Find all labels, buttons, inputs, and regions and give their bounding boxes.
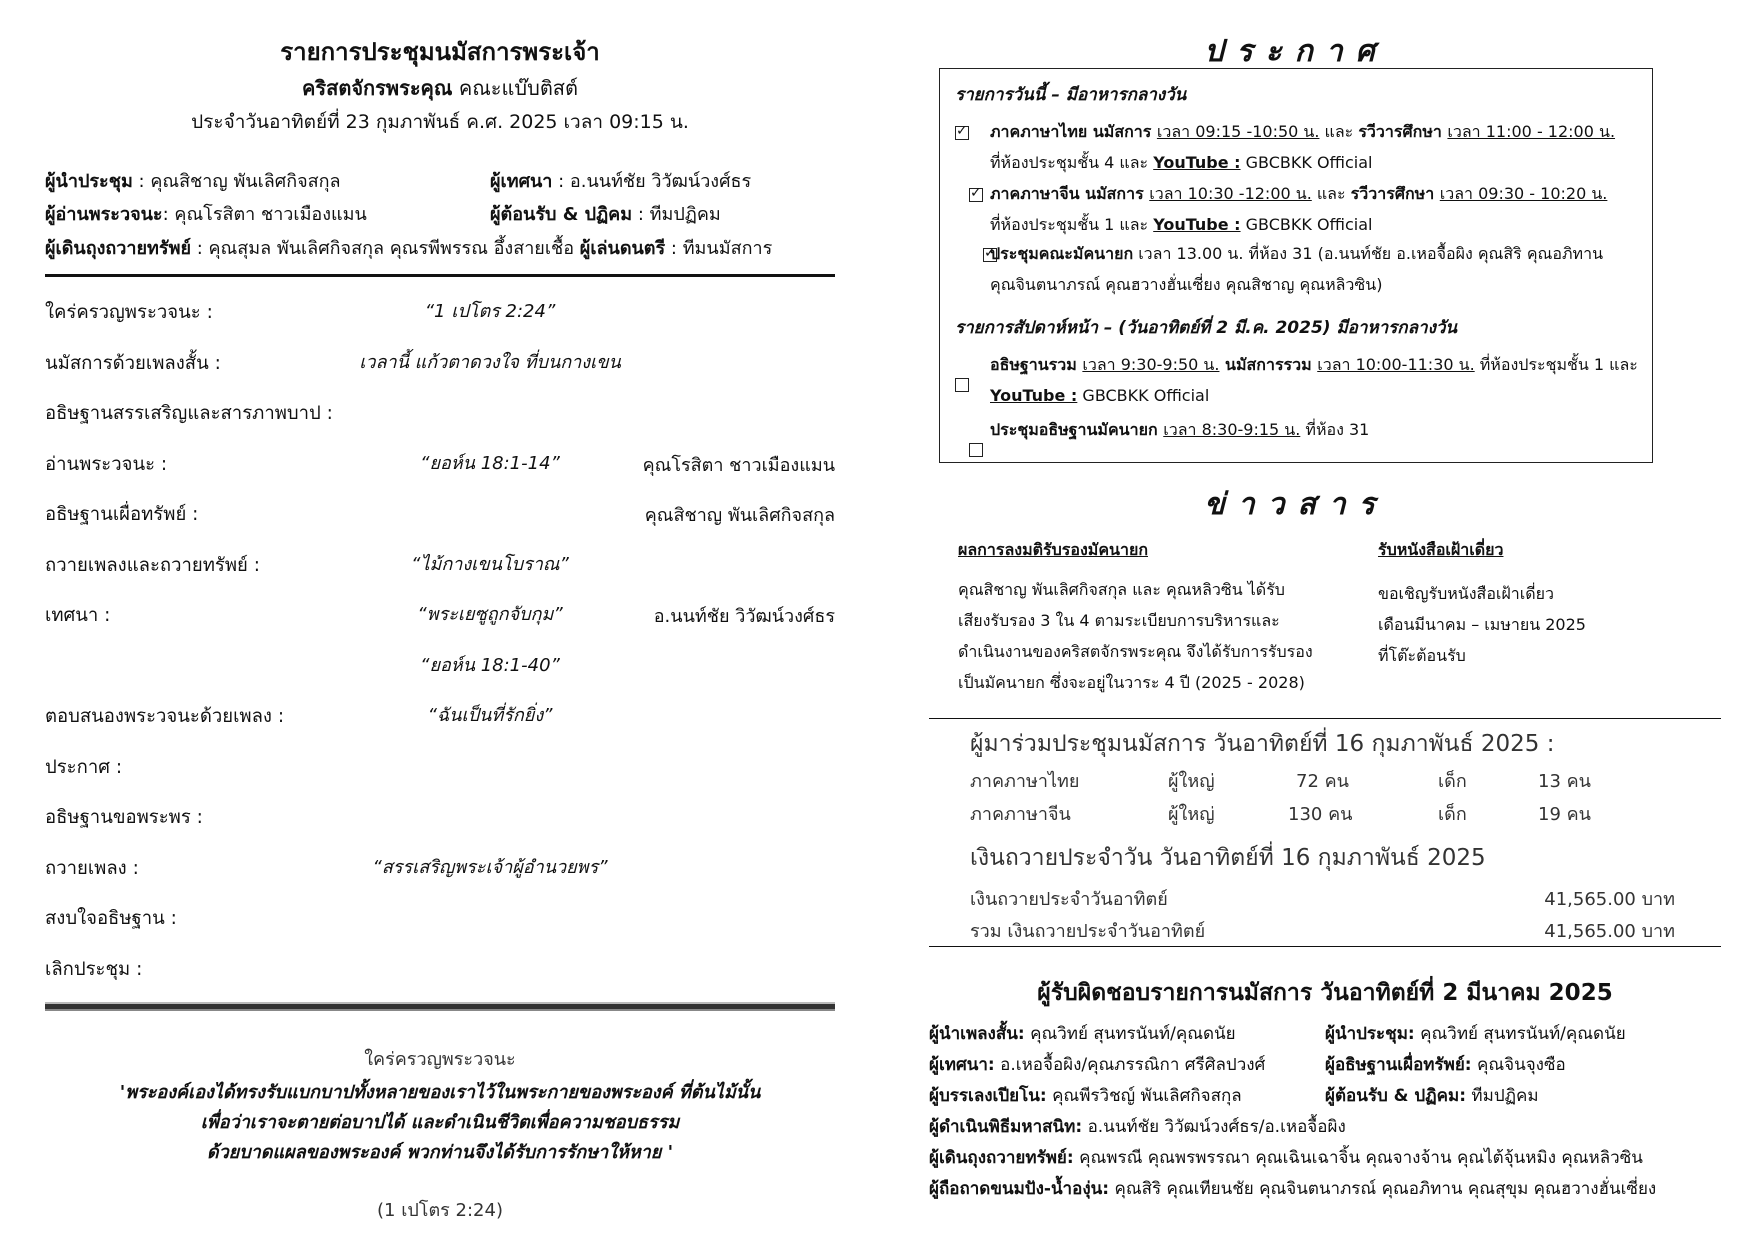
- announcement-line: [990, 385, 1209, 407]
- announcement-text: YouTube :: [1153, 215, 1241, 234]
- order-value: “พระเยซูถูกจับกุม”: [417, 604, 563, 625]
- announcements-heading: ประกาศ: [1204, 34, 1388, 69]
- verse-line: ด้วยบาดแผลของพระองค์ พวกท่านจึงได้รับการรักษาให้หาย ': [206, 1142, 674, 1163]
- leader-value: คุณสิชาญ พันเลิศกิจสกุล: [150, 171, 341, 192]
- attendance-group: ภาคภาษาจีน: [970, 804, 1071, 825]
- checkbox-icon: [955, 378, 969, 392]
- attendance-top-rule: [929, 718, 1721, 719]
- offering-amount: 41,565.00 บาท: [1544, 889, 1675, 910]
- announcement-text: เวลา 10:30 -12:00 น.: [1149, 184, 1312, 203]
- duty-label: ผู้อธิษฐานเผื่อทรัพย์:: [1325, 1055, 1472, 1075]
- duty-value: อ.เหอจื้อผิง/คุณภรรณิกา ศรีศิลปวงศ์: [1000, 1055, 1266, 1075]
- announcement-text: ประชุมอธิษฐานมัคนายก: [990, 420, 1164, 439]
- offering-heading: เงินถวายประจำวัน วันอาทิตย์ที่ 16 กุมภาพันธ์ 2025: [970, 845, 1486, 871]
- next-week-heading: รายการสัปดาห์หน้า – (วันอาทิตย์ที่ 2 มี.ค. 2025) มีอาหารกลางวัน: [955, 318, 1458, 338]
- order-label: ตอบสนองพระวจนะด้วยเพลง :: [45, 706, 285, 727]
- attendance-adults: 130 คน: [1288, 804, 1353, 825]
- announcement-text: นมัสการรวม: [1219, 355, 1318, 374]
- order-value: “ยอห์น 18:1-14”: [420, 452, 560, 474]
- order-value: “สรรเสริญพระเจ้าผู้อำนวยพร”: [372, 856, 608, 878]
- duty-label: ผู้เทศนา:: [929, 1055, 995, 1075]
- leader-value: ทีมนมัสการ: [682, 238, 773, 259]
- attendance-children: 13 คน: [1538, 771, 1591, 792]
- announcement-text: เวลา 11:00 - 12:00 น.: [1447, 122, 1616, 141]
- leader-label: ผู้ต้อนรับ & ปฏิคม: [490, 204, 633, 225]
- order-value: “ยอห์น 18:1-40”: [420, 654, 560, 676]
- reflection-reference: (1 เปโตร 2:24): [377, 1200, 503, 1221]
- announcement-line: [990, 354, 1638, 376]
- order-label: ประกาศ :: [45, 756, 123, 778]
- announcement-text: ที่ห้องประชุมชั้น 1 และ: [990, 215, 1154, 234]
- offering-amount: 41,565.00 บาท: [1544, 921, 1675, 942]
- order-value: “ไม้กางเขนโบราณ”: [411, 553, 569, 575]
- news-line: ที่โต๊ะต้อนรับ: [1378, 646, 1466, 665]
- verse-line: 'พระองค์เองได้ทรงรับแบกบาปทั้งหลายของเราไว้ในพระกายของพระองค์ ที่ต้นไม้นั้น: [119, 1082, 761, 1103]
- duty-entry: [929, 1020, 1236, 1047]
- announcement-text: เวลา 13.00 น. ที่ห้อง 31 (อ.นนท์ชัย อ.เหอจื้อผิง คุณสิริ คุณอภิทาน: [1133, 244, 1604, 263]
- order-label: อธิษฐานสรรเสริญและสารภาพบาป :: [45, 403, 333, 424]
- duty-label: ผู้นำประชุม:: [1325, 1024, 1415, 1044]
- duty-value: คุณวิทย์ สุนทรนันท์/คุณดนัย: [1420, 1024, 1626, 1044]
- announcement-line: [990, 243, 1603, 265]
- leader-label: ผู้นำประชุม: [45, 171, 133, 192]
- church-name-line: [45, 72, 835, 104]
- reflection-heading: ใคร่ครวญพระวจนะ: [364, 1049, 516, 1070]
- order-label: ใคร่ครวญพระวจนะ :: [45, 302, 213, 323]
- reflection-verse: [45, 1078, 835, 1168]
- duty-heading: ผู้รับผิดชอบรายการนมัสการ วันอาทิตย์ที่ 2 มีนาคม 2025: [1037, 980, 1613, 1006]
- duty-value: ทีมปฏิคม: [1471, 1086, 1539, 1106]
- news-line: คุณสิชาญ พันเลิศกิจสกุล และ คุณหลิวซิน ได้รับ: [958, 580, 1285, 599]
- announcement-text: รวีวารศึกษา: [1350, 184, 1440, 203]
- announcement-text: อธิษฐานรวม: [990, 355, 1083, 374]
- order-person: อ.นนท์ชัย วิวัฒน์วงศ์ธร: [653, 606, 835, 627]
- leader-value: คุณสุมล พันเลิศกิจสกุล คุณรพีพรรณ อึ้งสายเชื้อ: [208, 238, 575, 259]
- announcement-text: ที่ห้องประชุมชั้น 1 และ: [1474, 355, 1638, 374]
- announcement-text: เวลา 8:30-9:15 น.: [1163, 420, 1301, 439]
- news-body: [1378, 578, 1586, 671]
- offering-label: เงินถวายประจำวันอาทิตย์: [970, 889, 1168, 910]
- order-label: อ่านพระวจนะ :: [45, 453, 168, 475]
- order-label: ถวายเพลง :: [45, 857, 139, 879]
- leader-label: ผู้เดินถุงถวายทรัพย์: [45, 238, 191, 259]
- leader-label: ผู้เล่นดนตรี: [579, 238, 666, 259]
- attendance-children: 19 คน: [1538, 804, 1591, 825]
- section-divider: [45, 1002, 835, 1011]
- order-label: ถวายเพลงและถวายทรัพย์ :: [45, 554, 260, 576]
- duty-entry: [1325, 1020, 1626, 1047]
- news-line: เดือนมีนาคม – เมษายน 2025: [1378, 615, 1586, 634]
- announcement-text: ที่ห้อง 31: [1300, 420, 1370, 439]
- duty-entry: [929, 1082, 1242, 1109]
- service-datetime: ประจำวันอาทิตย์ที่ 23 กุมภาพันธ์ ค.ศ. 2025 เวลา 09:15 น.: [191, 111, 689, 133]
- order-label: อธิษฐานเผื่อทรัพย์ :: [45, 504, 199, 525]
- today-heading: รายการวันนี้ – มีอาหารกลางวัน: [955, 85, 1187, 105]
- order-label: สงบใจอธิษฐาน :: [45, 908, 177, 929]
- news-heading: ข่าวสาร: [1204, 487, 1388, 522]
- duty-entry: [929, 1113, 1346, 1140]
- duty-label: ผู้ถือถาดขนมปัง-น้ำองุ่น:: [929, 1179, 1110, 1199]
- announcement-text: YouTube :: [990, 386, 1078, 405]
- attendance-child-label: เด็ก: [1438, 771, 1467, 792]
- attendance-child-label: เด็ก: [1438, 804, 1467, 825]
- announcement-line: [990, 183, 1607, 205]
- announcement-line: [990, 152, 1373, 174]
- announcement-text: GBCBKK Official: [1077, 386, 1210, 405]
- order-value: “1 เปโตร 2:24”: [424, 301, 556, 322]
- announcement-text: ที่ห้องประชุมชั้น 4 และ: [990, 153, 1154, 172]
- order-label: อธิษฐานขอพระพร :: [45, 807, 203, 828]
- duty-entry: [929, 1175, 1656, 1202]
- order-label: เลิกประชุม :: [45, 958, 143, 980]
- announcement-text: ประชุมคณะมัคนายก: [990, 244, 1134, 263]
- news-line: ดำเนินงานของคริสตจักรพระคุณ จึงได้รับการรับรอง: [958, 642, 1313, 661]
- checkbox-icon: [955, 126, 969, 140]
- leader-label: ผู้อ่านพระวจนะ: [45, 204, 163, 225]
- church-denomination: คณะแบ๊บติสต์: [458, 76, 578, 100]
- news-title: รับหนังสือเฝ้าเดี่ยว: [1378, 540, 1504, 559]
- announcement-text: GBCBKK Official: [1240, 215, 1373, 234]
- duty-value: คุณพรณี คุณพรพรรณา คุณเฉินเฉาจิ้น คุณจางจ้าน คุณไต้จุ้นหมิง คุณหลิวซิน: [1079, 1148, 1643, 1168]
- duty-value: คุณจินจุงซือ: [1477, 1055, 1566, 1075]
- news-title: ผลการลงมติรับรองมัคนายก: [958, 540, 1148, 559]
- duty-entry: [929, 1144, 1643, 1171]
- church-name: คริสตจักรพระคุณ: [302, 76, 453, 100]
- leader-worship: ผู้นำประชุม : คุณสิชาญ พันเลิศกิจสกุล: [45, 171, 341, 192]
- duty-value: คุณวิทย์ สุนทรนันท์/คุณดนัย: [1030, 1024, 1236, 1044]
- announcement-text: YouTube :: [1153, 153, 1241, 172]
- leader-welcome: ผู้ต้อนรับ & ปฏิคม : ทีมปฏิคม: [490, 204, 721, 225]
- duty-value: อ.นนท์ชัย วิวัฒน์วงศ์ธร/อ.เหอจื้อผิง: [1087, 1117, 1346, 1137]
- order-person: คุณโรสิตา ชาวเมืองแมน: [642, 454, 835, 476]
- order-label: นมัสการด้วยเพลงสั้น :: [45, 352, 221, 374]
- duty-entry: [1325, 1051, 1566, 1078]
- announcement-text: เวลา 09:30 - 10:20 น.: [1439, 184, 1608, 203]
- announcement-line: [990, 121, 1615, 143]
- news-line: ขอเชิญรับหนังสือเฝ้าเดี่ยว: [1378, 584, 1554, 603]
- attendance-adults: 72 คน: [1296, 771, 1349, 792]
- announcement-text: เวลา 09:15 -10:50 น.: [1156, 122, 1320, 141]
- attendance-adult-label: ผู้ใหญ่: [1168, 771, 1215, 792]
- duty-value: คุณพีรวิชญ์ พันเลิศกิจสกุล: [1052, 1086, 1242, 1106]
- duty-entry: [1325, 1082, 1539, 1109]
- attendance-heading: ผู้มาร่วมประชุมนมัสการ วันอาทิตย์ที่ 16 กุมภาพันธ์ 2025 :: [970, 731, 1555, 757]
- attendance-group: ภาคภาษาไทย: [970, 771, 1080, 792]
- leader-value: คุณโรสิตา ชาวเมืองแมน: [174, 204, 367, 225]
- announcement-text: คุณจินตนาภรณ์ คุณฮวางฮั่นเซี่ยง คุณสิชาญ คุณหลิวซิน): [990, 275, 1383, 294]
- checkbox-icon: [969, 188, 983, 202]
- header-divider: [45, 274, 835, 277]
- announcement-text: และ: [1311, 184, 1351, 203]
- news-line: เป็นมัคนายก ซึ่งจะอยู่ในวาระ 4 ปี (2025 - 2028): [958, 673, 1305, 692]
- order-person: คุณสิชาญ พันเลิศกิจสกุล: [644, 505, 835, 526]
- leader-value: อ.นนท์ชัย วิวัฒน์วงศ์ธร: [569, 171, 752, 192]
- duty-value: คุณสิริ คุณเทียนชัย คุณจินตนาภรณ์ คุณอภิทาน คุณสุขุม คุณฮวางฮั่นเซี่ยง: [1114, 1179, 1657, 1199]
- leader-offering-bag: ผู้เดินถุงถวายทรัพย์ : คุณสุมล พันเลิศกิจสกุล คุณรพีพรรณ อึ้งสายเชื้อ ผู้เล่นดนตรี : ทีมนมัสการ: [45, 238, 773, 259]
- leader-label: ผู้เทศนา: [490, 171, 553, 192]
- news-line: เสียงรับรอง 3 ใน 4 ตามระเบียบการบริหารและ: [958, 611, 1280, 630]
- duty-label: ผู้บรรเลงเปียโน:: [929, 1086, 1047, 1106]
- announcement-text: เวลา 10:00-11:30 น.: [1317, 355, 1475, 374]
- order-label: เทศนา :: [45, 605, 111, 626]
- checkbox-icon: [969, 443, 983, 457]
- announcement-text: เวลา 9:30-9:50 น.: [1082, 355, 1220, 374]
- duty-label: ผู้ดำเนินพิธีมหาสนิท:: [929, 1117, 1083, 1137]
- announcement-text: ภาคภาษาจีน นมัสการ: [990, 184, 1150, 203]
- announcement-text: รวีวารศึกษา: [1358, 122, 1448, 141]
- duty-label: ผู้ต้อนรับ & ปฏิคม:: [1325, 1086, 1466, 1106]
- order-value: เวลานี้ แก้วตาดวงใจ ที่บนกางเขน: [359, 351, 621, 373]
- bulletin-title: รายการประชุมนมัสการพระเจ้า: [280, 38, 600, 66]
- verse-line: เพื่อว่าเราจะตายต่อบาปได้ และดำเนินชีวิตเพื่อความชอบธรรม: [200, 1112, 680, 1133]
- announcement-line: [990, 214, 1373, 236]
- order-value: “ฉันเป็นที่รักยิ่ง”: [427, 705, 553, 726]
- announcement-text: GBCBKK Official: [1240, 153, 1373, 172]
- leader-reader: ผู้อ่านพระวจนะ: คุณโรสิตา ชาวเมืองแมน: [45, 204, 367, 225]
- duty-label: ผู้นำเพลงสั้น:: [929, 1024, 1025, 1044]
- announcement-text: ภาคภาษาไทย นมัสการ: [990, 122, 1157, 141]
- leader-value: ทีมปฏิคม: [649, 204, 721, 225]
- attendance-adult-label: ผู้ใหญ่: [1168, 804, 1215, 825]
- leader-preacher: ผู้เทศนา : อ.นนท์ชัย วิวัฒน์วงศ์ธร: [490, 171, 752, 192]
- offering-label: รวม เงินถวายประจำวันอาทิตย์: [970, 921, 1206, 942]
- news-body: [958, 574, 1313, 698]
- announcement-text: และ: [1319, 122, 1359, 141]
- announcement-line: [990, 419, 1369, 441]
- duty-entry: [929, 1051, 1265, 1078]
- announcement-line: [990, 274, 1382, 296]
- duty-label: ผู้เดินถุงถวายทรัพย์:: [929, 1148, 1074, 1168]
- offering-bottom-rule: [929, 946, 1721, 947]
